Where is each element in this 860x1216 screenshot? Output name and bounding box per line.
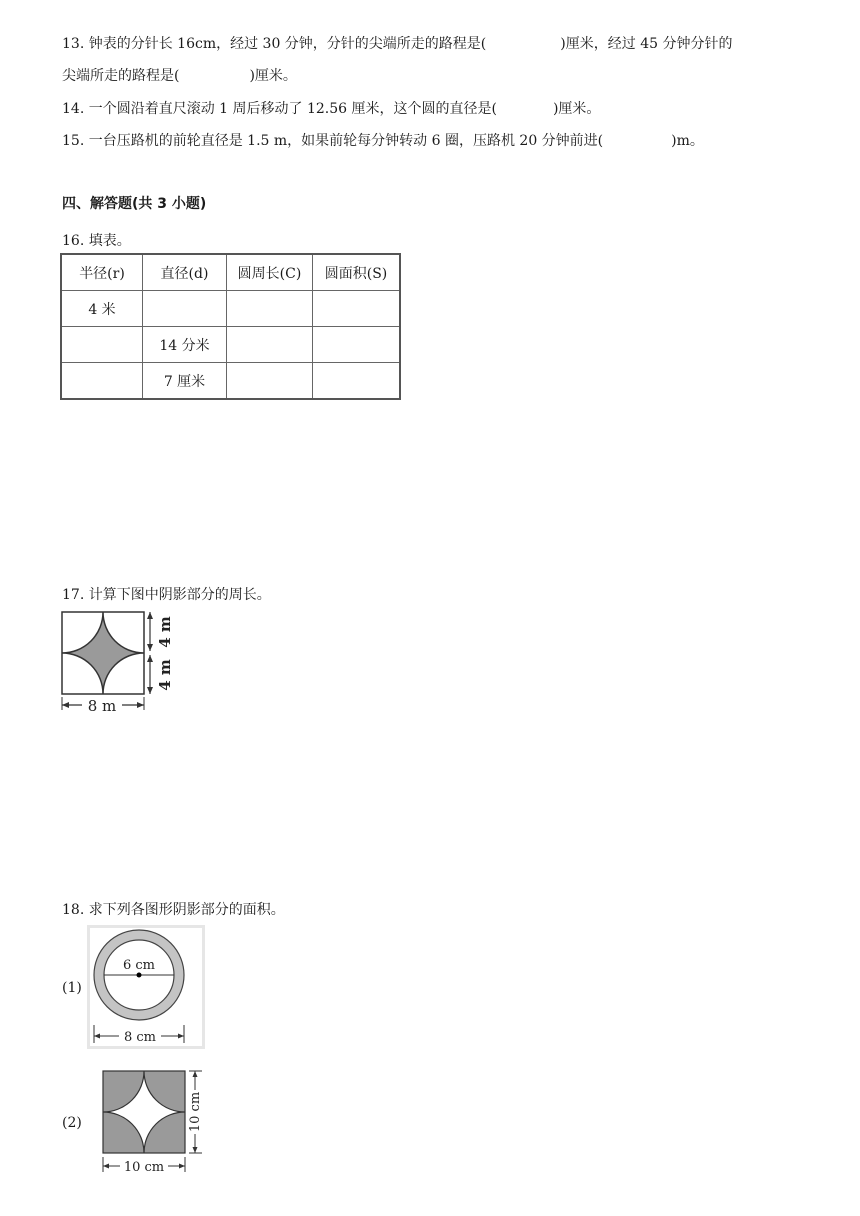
- q13-text-1: 13. 钟表的分针长 16cm，经过 30 分钟，分针的尖端所走的路程是(: [62, 36, 487, 52]
- q17-arrow-up-icon: [147, 612, 153, 619]
- q17-arrow-up-icon: [147, 655, 153, 662]
- q17-figure: [58, 608, 178, 716]
- question-15: [62, 131, 704, 151]
- q18-prompt: 18. 求下列各图形阴影部分的面积。: [62, 902, 285, 918]
- cell-area[interactable]: [313, 327, 401, 363]
- q13-text-4: )厘米。: [249, 68, 297, 84]
- q14-text-2: )厘米。: [552, 101, 601, 117]
- q18-fig2-arrow-left-icon: [103, 1164, 109, 1169]
- cell-radius: 4 米: [61, 291, 143, 327]
- q18-fig1-label: (1): [62, 980, 82, 996]
- table-row: [61, 363, 400, 400]
- q18-fig2-label: (2): [62, 1115, 82, 1131]
- q18-fig1-inner-label: 6 cm: [122, 958, 156, 973]
- q18-fig2-bottom-label: 10 cm: [123, 1160, 165, 1175]
- q18-fig1-outer-label: 8 cm: [123, 1030, 157, 1045]
- q15-text-1: 15. 一台压路机的前轮直径是 1.5 m，如果前轮每分钟转动 6 圈，压路机 20 分钟前进(: [62, 133, 604, 149]
- header-radius: 半径(r): [61, 254, 143, 291]
- table-row: [61, 327, 400, 363]
- q18-figure-2: [98, 1066, 210, 1178]
- cell-circumference[interactable]: [227, 327, 313, 363]
- cell-radius[interactable]: [61, 327, 143, 363]
- question-13-line-1: [62, 34, 732, 54]
- q18-fig2-arrow-right-icon: [179, 1164, 185, 1169]
- header-diameter: 直径(d): [143, 254, 227, 291]
- q17-label-side-upper: 4 m: [156, 616, 174, 648]
- q13-text-2: )厘米，经过 45 分钟分针的: [560, 36, 733, 52]
- q15-text-2: )m。: [671, 133, 704, 149]
- q13-text-3: 尖端所走的路程是(: [62, 68, 180, 84]
- table-header-row: [61, 254, 400, 291]
- q17-arrow-down-icon: [147, 687, 153, 694]
- cell-diameter: 14 分米: [143, 327, 227, 363]
- q18-fig2-side-label: 10 cm: [188, 1091, 203, 1133]
- q17-arrow-down-icon: [147, 644, 153, 651]
- q16-prompt: 16. 填表。: [62, 233, 131, 249]
- q18-fig2-arrow-down-icon: [193, 1147, 198, 1153]
- question-13-line-2: [62, 66, 297, 86]
- cell-area[interactable]: [313, 291, 401, 327]
- section-4-heading: 四、解答题(共 3 小题): [62, 196, 207, 212]
- q18-fig1-center-dot: [137, 973, 142, 978]
- q17-arrow-left-icon: [62, 702, 69, 708]
- cell-circumference[interactable]: [227, 291, 313, 327]
- cell-diameter[interactable]: [143, 291, 227, 327]
- cell-diameter: 7 厘米: [143, 363, 227, 400]
- q17-label-side-lower: 4 m: [156, 659, 174, 691]
- q17-arrow-right-icon: [137, 702, 144, 708]
- table-row: [61, 291, 400, 327]
- q18-fig2-arrow-up-icon: [193, 1071, 198, 1077]
- q17-prompt: 17. 计算下图中阴影部分的周长。: [62, 587, 271, 603]
- header-area: 圆面积(S): [313, 254, 401, 291]
- header-circumference: 圆周长(C): [227, 254, 313, 291]
- cell-circumference[interactable]: [227, 363, 313, 400]
- question-14: [62, 99, 600, 119]
- q14-text-1: 14. 一个圆沿着直尺滚动 1 周后移动了 12.56 厘米，这个圆的直径是(: [62, 101, 497, 117]
- q18-figure-1: [87, 925, 205, 1049]
- q16-table: [60, 253, 401, 400]
- cell-area[interactable]: [313, 363, 401, 400]
- cell-radius[interactable]: [61, 363, 143, 400]
- q17-label-bottom: 8 m: [87, 697, 117, 715]
